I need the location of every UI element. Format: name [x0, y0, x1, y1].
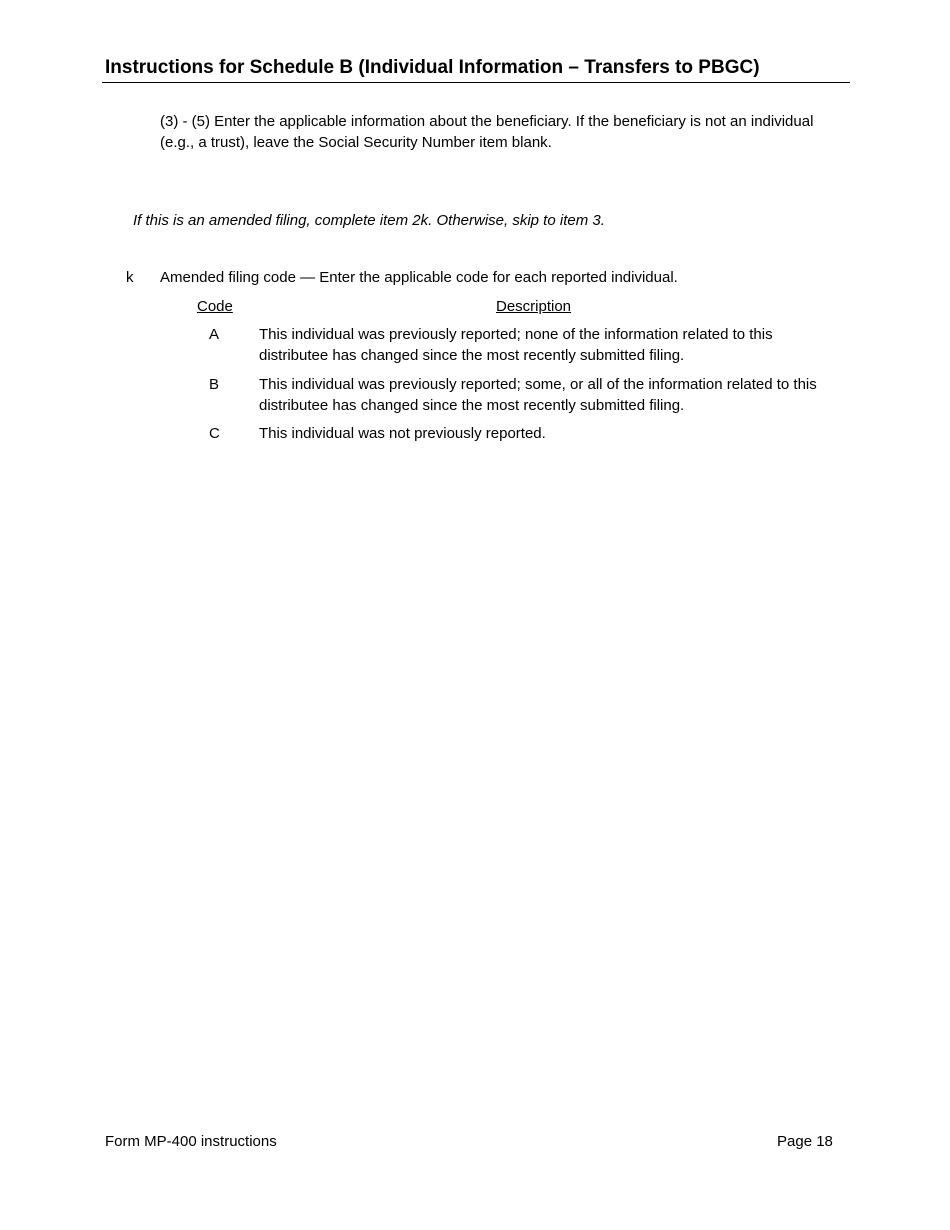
code-c: C: [209, 425, 220, 442]
beneficiary-paragraph: (3) - (5) Enter the applicable information about the beneficiary. If the beneficiary is not an individual (e.g., a trust), leave the Social Security Number item blank.: [160, 113, 814, 151]
code-b: B: [209, 376, 220, 393]
code-a-description: This individual was previously reported; none of the information related to this distributee has changed since the most recently submitted filing.: [259, 326, 773, 364]
title-divider: [102, 82, 850, 83]
code-a: A: [209, 326, 220, 343]
footer-page-number: Page 18: [777, 1133, 833, 1150]
footer-form-name: Form MP-400 instructions: [105, 1133, 277, 1150]
description-column-header: Description: [496, 298, 572, 315]
item-k-text: Amended filing code — Enter the applicable code for each reported individual.: [160, 269, 678, 286]
code-b-description: This individual was previously reported; some, or all of the information related to this distributee has changed since the most recently submitted filing.: [259, 376, 817, 414]
code-column-header: Code: [197, 298, 233, 315]
code-c-description: This individual was not previously reported.: [259, 425, 546, 442]
amended-filing-note: If this is an amended filing, complete item 2k. Otherwise, skip to item 3.: [133, 212, 605, 229]
item-k-letter: k: [126, 269, 134, 286]
page-title: Instructions for Schedule B (Individual Information – Transfers to PBGC): [105, 57, 760, 78]
